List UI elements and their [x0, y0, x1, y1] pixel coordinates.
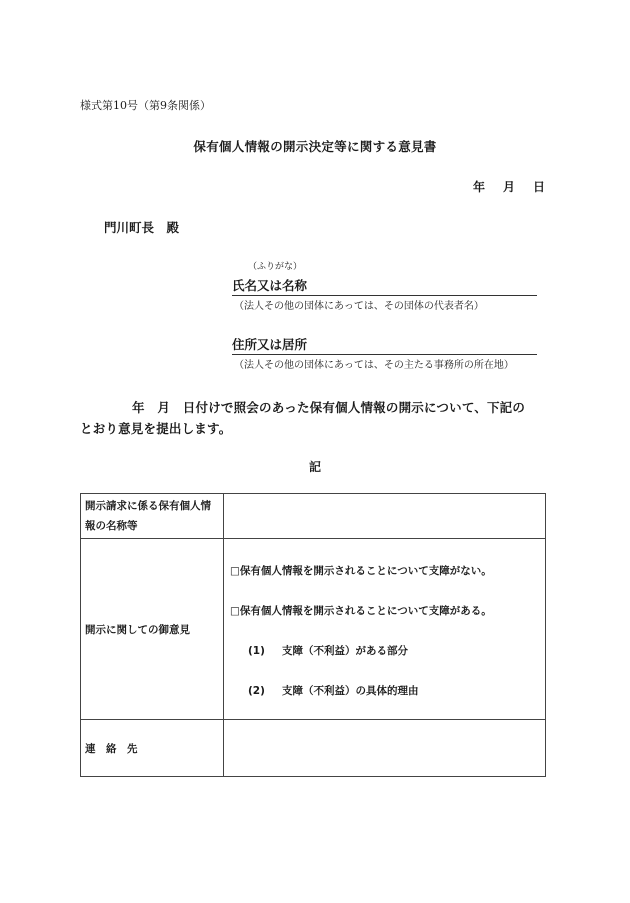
name-note: （法人その他の団体にあっては、その団体の代表者名） — [234, 301, 484, 312]
body-line-1: 年 月 日付けで照会のあった保有個人情報の開示について、下記の — [132, 400, 526, 415]
sub-item-1-num: (1) — [248, 645, 265, 657]
table-row — [81, 539, 546, 720]
addressee: 門川町長 殿 — [104, 220, 180, 235]
document-title: 保有個人情報の開示決定等に関する意見書 — [193, 139, 437, 154]
info-name-cell[interactable] — [224, 494, 546, 539]
address-field[interactable] — [232, 335, 537, 355]
opinion-label: 開示に関しての御意見 — [81, 539, 224, 720]
form-number: 様式第10号（第9条関係） — [80, 99, 211, 112]
contact-label: 連 絡 先 — [81, 720, 224, 777]
name-field[interactable] — [232, 276, 537, 296]
date-month: 月 — [503, 180, 516, 194]
ki-heading: 記 — [308, 460, 321, 474]
opinion-cell — [224, 539, 546, 720]
sub-item-1 — [248, 643, 408, 658]
name-label: 氏名又は名称 — [232, 278, 308, 293]
sub-item-2-text: 支障（不利益）の具体的理由 — [282, 685, 419, 697]
address-label: 住所又は居所 — [232, 337, 308, 352]
furigana-label: （ふりがな） — [248, 262, 303, 272]
contact-cell[interactable] — [224, 720, 546, 777]
body-paragraph — [80, 397, 550, 439]
option-hindrance[interactable]: □保有個人情報を開示されることについて支障がある。 — [230, 605, 492, 617]
date-day: 日 — [533, 180, 546, 194]
address-note: （法人その他の団体にあっては、その主たる事務所の所在地） — [234, 360, 514, 371]
body-line-2: とおり意見を提出します。 — [80, 421, 232, 436]
date-line — [473, 178, 545, 195]
info-name-label: 開示請求に係る保有個人情報の名称等 — [81, 494, 224, 539]
sub-item-2-num: (2) — [248, 685, 265, 697]
sub-item-2 — [248, 683, 419, 698]
date-year: 年 — [473, 180, 486, 194]
table-row — [81, 494, 546, 539]
opinion-table — [80, 493, 546, 777]
table-row — [81, 720, 546, 777]
sub-item-1-text: 支障（不利益）がある部分 — [282, 645, 408, 657]
option-no-hindrance[interactable]: □保有個人情報を開示されることについて支障がない。 — [230, 565, 492, 577]
